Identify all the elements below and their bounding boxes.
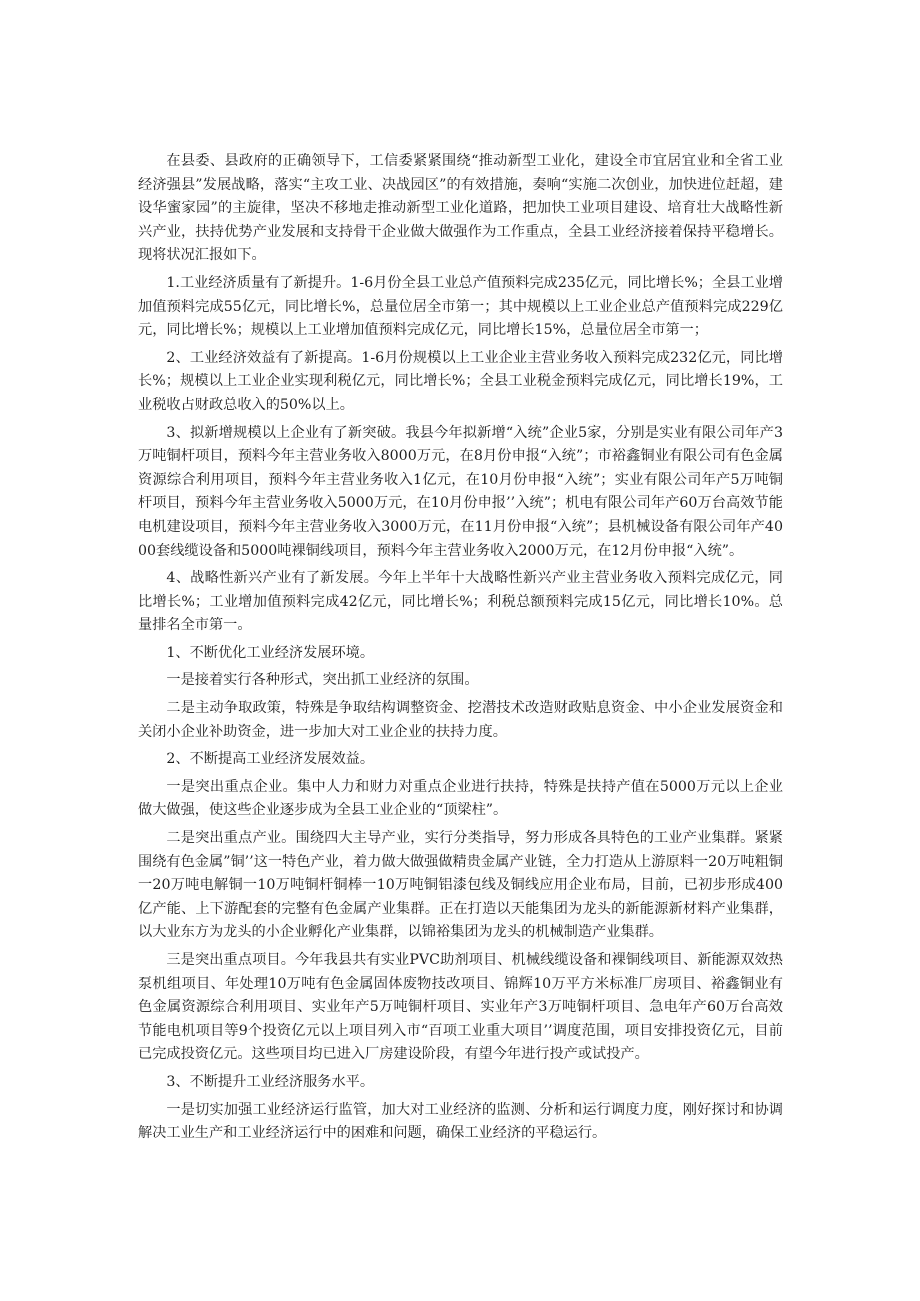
paragraph-key-projects: 三是突出重点项目。今年我县共有实业PVC助剂项目、机械线缆设备和裸铜线项目、新能源双效热泵机组项目、年处理10万吨有色金属固体废物技改项目、锦辉10万平方米标准厂房项目、裕鑫铜业有色金属资源综合利用项目、实业年产5万吨铜杆项目、实业年产3万吨铜杆项目、急电年产60万台高效节能电机项目等9个投资亿元以上项目列入市“百项工业重大项目’’调度范围，项目安排投资亿元，目前已完成投资亿元。这些项目均已进入厂房建设阶段，有望今年进行投产或试投产。 (138, 952, 783, 1063)
intro-paragraph: 在县委、县政府的正确领导下，工信委紧紧围绕“推动新型工业化，建设全市宜居宜业和全省工业经济强县”发展战略，落实“主攻工业、决战园区”的有效措施，奏响“实施二次创业，加快进位赶超，建设华蜜家园”的主旋律，坚决不移地走推动新型工业化道路，把加快工业项目建设、培育壮大战略性新兴产业，扶持优势产业发展和支持骨干企业做大做强作为工作重点，全县工业经济接着保持平稳增长。现将状况汇报如下。 (138, 153, 783, 264)
paragraph-atmosphere: 一是接着实行各种形式，突出抓工业经济的氛围。 (166, 672, 479, 689)
paragraph-strategic-industries: 4、战略性新兴产业有了新发展。今年上半年十大战略性新兴产业主营业务收入预料完成亿元，同比增长%；工业增加值预料完成42亿元，同比增长%；利税总额预料完成15亿元，同比增长10%。总量排名全市第一。 (138, 570, 783, 634)
document-body (138, 150, 783, 1146)
paragraph-new-enterprises: 3、拟新增规模以上企业有了新突破。我县今年拟新增“入统”企业5家，分别是实业有限公司年产3万吨铜杆项目，预料今年主营业务收入8000万元，在8月份申报“入统”；市裕鑫铜业有限公司有色金属资源综合利用项目，预料今年主营业务收入1亿元，在10月份申报“入统”；实业有限公司年产5万吨铜杆项目，预料今年主营业务收入5000万元，在10月份申报’’入统”；机电有限公司年产60万台高效节能电机建设项目，预料今年主营业务收入3000万元，在11月份申报“入统”；县机械设备有限公司年产4000套线缆设备和5000吨裸铜线项目，预料今年主营业务收入2000万元，在12月份申报“入统”。 (138, 424, 783, 559)
paragraph-key-enterprises: 一是突出重点企业。集中人力和财力对重点企业进行扶持，特殊是扶持产值在5000万元以上企业做大做强，使这些企业逐步成为全县工业企业的“顶梁柱”。 (138, 778, 783, 819)
paragraph-industrial-quality: 1.工业经济质量有了新提升。1-6月份全县工业总产值预料完成235亿元，同比增长%；全县工业增加值预料完成55亿元，同比增长%，总量位居全市第一；其中规模以上工业企业总产值预料完成229亿元，同比增长%；规模以上工业增加值预料完成亿元，同比增长15%，总量位居全市第一； (138, 274, 783, 339)
heading-improve-efficiency: 2、不断提高工业经济发展效益。 (166, 751, 375, 768)
paragraph-key-industries: 二是突出重点产业。围绕四大主导产业，实行分类指导，努力形成各具特色的工业产业集群。紧紧围绕有色金属”铜’’这一特色产业，着力做大做强做精贵金属产业链，全力打造从上游原料一20万吨粗铜一20万吨电解铜一10万吨铜杆铜棒一10万吨铜铝漆包线及铜线应用企业布局，目前，已初步形成400亿产能、上下游配套的完整有色金属产业集群。正在打造以天能集团为龙头的新能源新材料产业集群，以大业东方为龙头的小企业孵化产业集群，以锦裕集团为龙头的机械制造产业集群。 (138, 830, 783, 941)
paragraph-policy-funding: 二是主动争取政策，特殊是争取结构调整资金、挖潜技术改造财政贴息资金、中小企业发展资金和关闭小企业补助资金，进一步加大对工业企业的扶持力度。 (138, 700, 783, 740)
paragraph-industrial-efficiency: 2、工业经济效益有了新提高。1-6月份规模以上工业企业主营业务收入预料完成232亿元，同比增长%；规模以上工业企业实现利税亿元，同比增长%；全县工业税金预料完成亿元，同比增长19%，工业税收占财政总收入的50%以上。 (138, 349, 783, 413)
heading-service-level: 3、不断提升工业经济服务水平。 (166, 1073, 375, 1090)
paragraph-monitoring: 一是切实加强工业经济运行监管，加大对工业经济的监测、分析和运行调度力度，刚好探讨和协调解决工业生产和工业经济运行中的困难和问题，确保工业经济的平稳运行。 (138, 1101, 783, 1142)
heading-optimize-environment: 1、不断优化工业经济发展环境。 (166, 644, 375, 661)
